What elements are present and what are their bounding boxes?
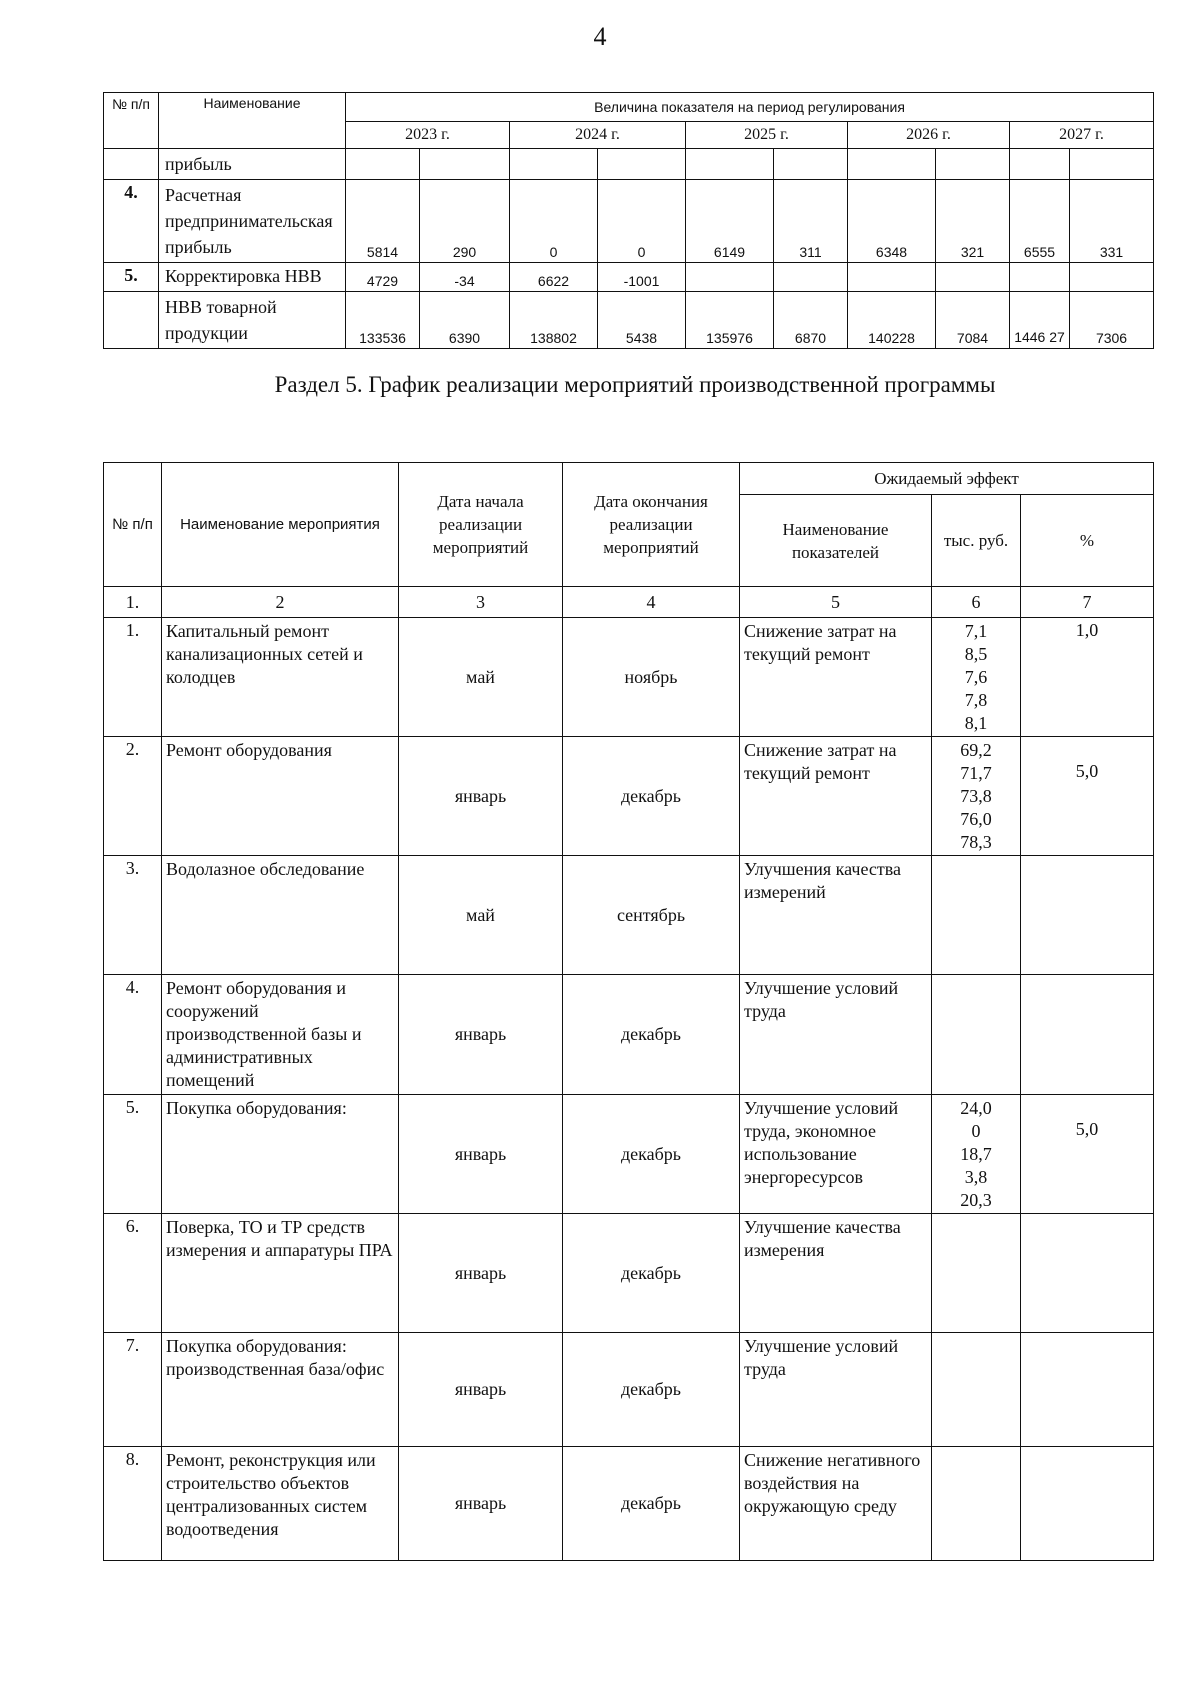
value-cell: 138802 — [510, 292, 598, 349]
schedule-body — [104, 618, 1154, 1561]
value-cell — [1010, 149, 1070, 180]
percent-value: 5,0 — [1021, 1095, 1154, 1214]
activity-name: Покупка оборудования: — [162, 1095, 399, 1214]
value-cell: 7306 — [1070, 292, 1154, 349]
row-index: 3. — [104, 856, 162, 975]
value-cell — [346, 149, 420, 180]
value-cell: 6149 — [686, 180, 774, 263]
column-number: 2 — [162, 587, 399, 618]
indicator-name: Улучшение условий труда — [740, 975, 932, 1095]
value-cell — [598, 149, 686, 180]
cost-value: 24,0 — [960, 1098, 992, 1118]
table-row — [104, 180, 1154, 263]
schedule-table — [103, 462, 1154, 1561]
value-cell — [774, 149, 848, 180]
cost-value: 78,3 — [960, 832, 992, 852]
cost-value: 7,6 — [964, 667, 988, 687]
header-name: Наименование — [159, 93, 346, 149]
column-number: 7 — [1021, 587, 1154, 618]
row-index: 7. — [104, 1333, 162, 1447]
value-cell: 140228 — [848, 292, 936, 349]
cost-value: 8,5 — [964, 644, 988, 664]
value-cell: 6390 — [420, 292, 510, 349]
value-cell: 5438 — [598, 292, 686, 349]
column-number: 1. — [104, 587, 162, 618]
indicator-name: Снижение негативного воздействия на окружающую среду — [740, 1447, 932, 1561]
value-cell — [936, 149, 1010, 180]
percent-value: 1,0 — [1021, 618, 1154, 737]
value-cell: 5814 — [346, 180, 420, 263]
value-cell: 0 — [598, 180, 686, 263]
start-date: май — [399, 618, 563, 737]
value-cell: 6622 — [510, 263, 598, 292]
section-title: Раздел 5. График реализации мероприятий производственной программы — [274, 372, 996, 397]
start-date: январь — [399, 737, 563, 856]
header-expected-effect: Ожидаемый эффект — [740, 463, 1154, 495]
table-row — [104, 1333, 1154, 1447]
table-row — [104, 856, 1154, 975]
cost-values — [932, 1447, 1021, 1561]
indicator-name: Улучшение условий труда, экономное использование энергоресурсов — [740, 1095, 932, 1214]
column-number: 6 — [932, 587, 1021, 618]
percent-value — [1021, 975, 1154, 1095]
value-cell: -1001 — [598, 263, 686, 292]
row-index: 5. — [104, 263, 159, 292]
end-date: декабрь — [563, 737, 740, 856]
row-name: Корректировка НВВ — [159, 263, 346, 292]
end-date: сентябрь — [563, 856, 740, 975]
row-index: 8. — [104, 1447, 162, 1561]
value-cell: 6870 — [774, 292, 848, 349]
activity-name: Ремонт, реконструкция или строительство объектов централизованных систем водоотведения — [162, 1447, 399, 1561]
header-start-date: Дата начала реализации мероприятий — [399, 463, 563, 587]
column-number: 3 — [399, 587, 563, 618]
cost-value: 7,8 — [964, 690, 988, 710]
row-index: 5. — [104, 1095, 162, 1214]
cost-values — [932, 737, 1021, 856]
end-date: декабрь — [563, 975, 740, 1095]
row-index: 2. — [104, 737, 162, 856]
percent-value — [1021, 1333, 1154, 1447]
cost-value: 3,8 — [964, 1167, 988, 1187]
cost-values — [932, 1095, 1021, 1214]
value-cell: -34 — [420, 263, 510, 292]
value-cell: 311 — [774, 180, 848, 263]
indicator-name: Снижение затрат на текущий ремонт — [740, 618, 932, 737]
activity-name: Покупка оборудования: производственная база/офис — [162, 1333, 399, 1447]
cost-value: 0 — [971, 1121, 981, 1141]
end-date: декабрь — [563, 1095, 740, 1214]
value-cell: 4729 — [346, 263, 420, 292]
header-period: Величина показателя на период регулирования — [346, 93, 1154, 122]
row-name: Расчетная предпринимательская прибыль — [159, 180, 346, 263]
row-name: НВВ товарной продукции — [159, 292, 346, 349]
activity-name: Водолазное обследование — [162, 856, 399, 975]
cost-values — [932, 618, 1021, 737]
value-cell: 1446 27 — [1010, 292, 1070, 349]
table-row — [104, 1095, 1154, 1214]
page-number: 4 — [593, 22, 607, 51]
activity-name: Капитальный ремонт канализационных сетей и колодцев — [162, 618, 399, 737]
table-row — [104, 1447, 1154, 1561]
value-cell: 6348 — [848, 180, 936, 263]
value-cell — [936, 263, 1010, 292]
column-number: 4 — [563, 587, 740, 618]
table-row — [104, 618, 1154, 737]
cost-value: 71,7 — [960, 763, 992, 783]
cost-values — [932, 856, 1021, 975]
table-row — [104, 975, 1154, 1095]
table-row — [104, 292, 1154, 349]
header-year-2027: 2027 г. — [1010, 122, 1154, 149]
column-number-row — [104, 587, 1154, 618]
header-year-2026: 2026 г. — [848, 122, 1010, 149]
indicator-name: Улучшение условий труда — [740, 1333, 932, 1447]
table-row — [104, 263, 1154, 292]
value-cell — [848, 149, 936, 180]
value-cell — [1010, 263, 1070, 292]
row-index: 4. — [104, 180, 159, 263]
value-cell — [686, 149, 774, 180]
cost-value: 69,2 — [960, 740, 992, 760]
header-indicator: Наименование показателей — [740, 495, 932, 587]
cost-value: 8,1 — [964, 713, 988, 733]
row-index: 1. — [104, 618, 162, 737]
indicator-name: Улучшения качества измерений — [740, 856, 932, 975]
percent-value: 5,0 — [1021, 737, 1154, 856]
value-cell — [1070, 263, 1154, 292]
cost-values — [932, 975, 1021, 1095]
value-cell: 6555 — [1010, 180, 1070, 263]
value-cell: 290 — [420, 180, 510, 263]
cost-value: 73,8 — [960, 786, 992, 806]
regulation-indicators-table — [103, 92, 1154, 349]
value-cell: 0 — [510, 180, 598, 263]
value-cell — [774, 263, 848, 292]
activity-name: Поверка, ТО и ТР средств измерения и аппаратуры ПРА — [162, 1214, 399, 1333]
percent-value — [1021, 856, 1154, 975]
header-thousand-rub: тыс. руб. — [932, 495, 1021, 587]
cost-value: 7,1 — [964, 621, 988, 641]
cost-value: 20,3 — [960, 1190, 992, 1210]
row-index: 4. — [104, 975, 162, 1095]
end-date: декабрь — [563, 1333, 740, 1447]
table-row — [104, 1214, 1154, 1333]
end-date: декабрь — [563, 1447, 740, 1561]
table-row — [104, 737, 1154, 856]
percent-value — [1021, 1214, 1154, 1333]
start-date: январь — [399, 1447, 563, 1561]
end-date: ноябрь — [563, 618, 740, 737]
start-date: январь — [399, 1095, 563, 1214]
header-year-2024: 2024 г. — [510, 122, 686, 149]
header-end-date: Дата окончания реализации мероприятий — [563, 463, 740, 587]
value-cell: 321 — [936, 180, 1010, 263]
cost-value: 18,7 — [960, 1144, 992, 1164]
start-date: январь — [399, 975, 563, 1095]
value-cell — [420, 149, 510, 180]
row-name: прибыль — [159, 149, 346, 180]
header-year-2025: 2025 г. — [686, 122, 848, 149]
activity-name: Ремонт оборудования — [162, 737, 399, 856]
value-cell: 135976 — [686, 292, 774, 349]
percent-value — [1021, 1447, 1154, 1561]
indicator-name: Снижение затрат на текущий ремонт — [740, 737, 932, 856]
header-year-2023: 2023 г. — [346, 122, 510, 149]
value-cell: 133536 — [346, 292, 420, 349]
row-index — [104, 149, 159, 180]
header-percent: % — [1021, 495, 1154, 587]
start-date: январь — [399, 1333, 563, 1447]
row-index — [104, 292, 159, 349]
value-cell — [1070, 149, 1154, 180]
value-cell — [848, 263, 936, 292]
value-cell — [510, 149, 598, 180]
table-row — [104, 149, 1154, 180]
cost-values — [932, 1214, 1021, 1333]
activity-name: Ремонт оборудования и сооружений производственной базы и административных помещений — [162, 975, 399, 1095]
row-index: 6. — [104, 1214, 162, 1333]
cost-value: 76,0 — [960, 809, 992, 829]
header-num: № п/п — [104, 93, 159, 149]
end-date: декабрь — [563, 1214, 740, 1333]
column-number: 5 — [740, 587, 932, 618]
cost-values — [932, 1333, 1021, 1447]
header-num: № п/п — [104, 463, 162, 587]
header-name: Наименование мероприятия — [162, 463, 399, 587]
start-date: январь — [399, 1214, 563, 1333]
start-date: май — [399, 856, 563, 975]
value-cell: 7084 — [936, 292, 1010, 349]
indicator-name: Улучшение качества измерения — [740, 1214, 932, 1333]
value-cell — [686, 263, 774, 292]
value-cell: 331 — [1070, 180, 1154, 263]
